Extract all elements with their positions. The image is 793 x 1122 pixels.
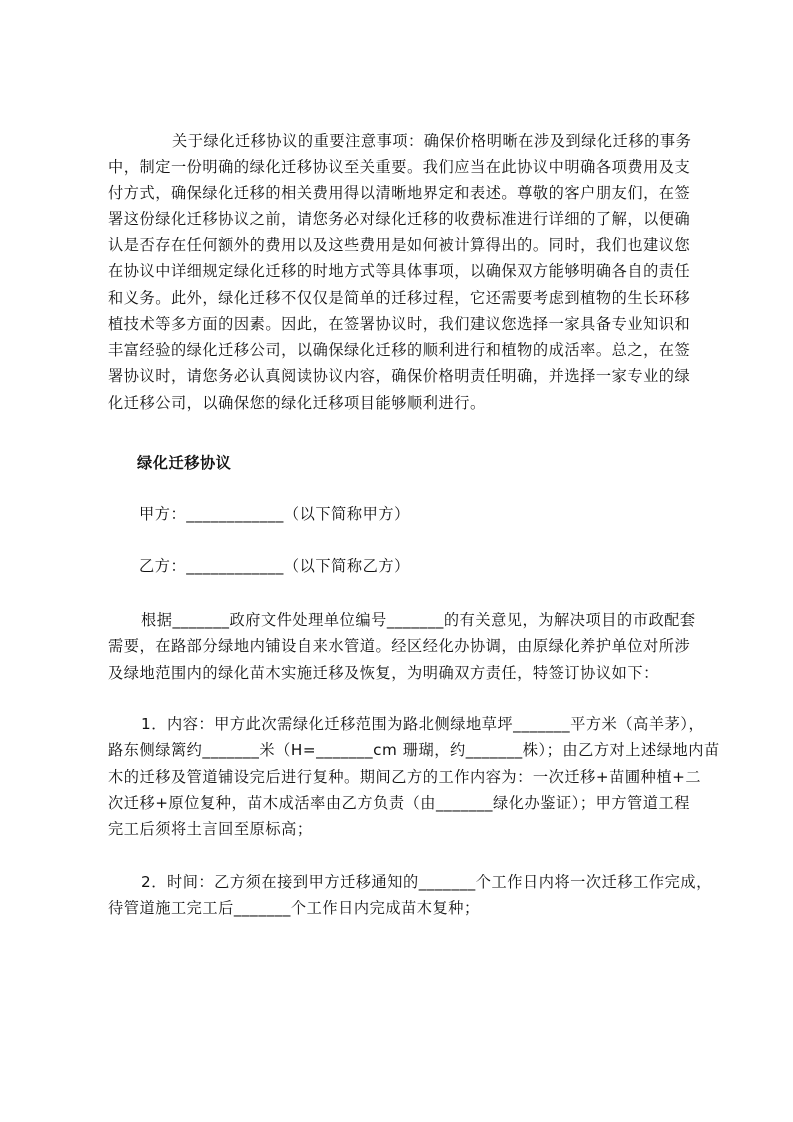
agreement-title: 绿化迁移协议 (137, 454, 232, 472)
preamble-line: 根据_______政府文件处理单位编号_______的有关意见，为解决项目的市政配套 (141, 611, 696, 629)
clause-line: 次迁移+原位复种，苗木成活率由乙方负责（由_______绿化办鉴证）；甲方管道工程 (108, 794, 691, 812)
intro-line: 关于绿化迁移协议的重要注意事项：确保价格明晰在涉及到绿化迁移的事务 (172, 132, 692, 150)
intro-line: 中，制定一份明确的绿化迁移协议至关重要。我们应当在此协议中明确各项费用及支 (108, 158, 691, 176)
intro-line: 植技术等多方面的因素。因此，在签署协议时，我们建议您选择一家具备专业知识和 (108, 315, 691, 333)
intro-line: 付方式，确保绿化迁移的相关费用得以清晰地界定和表述。尊敬的客户朋友们，在签 (108, 184, 691, 202)
intro-line: 署协议时，请您务必认真阅读协议内容，确保价格明责任明确，并选择一家专业的绿 (108, 367, 691, 385)
preamble-line: 需要，在路部分绿地内铺设自来水管道。经区经化办协调，由原绿化养护单位对所涉 (108, 637, 691, 655)
clause-line: 待管道施工完工后_______个工作日内完成苗木复种； (108, 899, 480, 917)
party-b-line: 乙方：____________（以下简称乙方） (139, 557, 410, 575)
intro-line: 认是否存在任何额外的费用以及这些费用是如何被计算得出的。同时，我们也建议您 (108, 236, 691, 254)
preamble-line: 及绿地范围内的绿化苗木实施迁移及恢复，为明确双方责任，特签订协议如下： (108, 664, 659, 682)
clause-line: 路东侧绿篱约_______米（H=_______cm 珊瑚，约_______株）；由乙方对上述绿地内苗 (108, 741, 720, 759)
intro-line: 化迁移公司，以确保您的绿化迁移项目能够顺利进行。 (108, 394, 486, 412)
clause-line: 2．时间：乙方须在接到甲方迁移通知的_______个工作日内将一次迁移工作完成， (141, 873, 712, 891)
intro-line: 丰富经验的绿化迁移公司，以确保绿化迁移的顺利进行和植物的成活率。总之，在签 (108, 341, 691, 359)
clause-line: 完工后须将土言回至原标高； (108, 820, 313, 838)
clause-line: 木的迁移及管道铺设完后进行复种。期间乙方的工作内容为：一次迁移+苗圃种植+二 (108, 768, 702, 786)
intro-line: 和义务。此外，绿化迁移不仅仅是简单的迁移过程，它还需要考虑到植物的生长环移 (108, 289, 691, 307)
clause-line: 1．内容：甲方此次需绿化迁移范围为路北侧绿地草坪_______平方米（高羊茅）， (141, 715, 705, 733)
intro-line: 在协议中详细规定绿化迁移的时地方式等具体事项，以确保双方能够明确各自的责任 (108, 262, 691, 280)
party-a-line: 甲方：____________（以下简称甲方） (139, 505, 410, 523)
intro-line: 署这份绿化迁移协议之前，请您务必对绿化迁移的收费标准进行详细的了解，以便确 (108, 210, 691, 228)
